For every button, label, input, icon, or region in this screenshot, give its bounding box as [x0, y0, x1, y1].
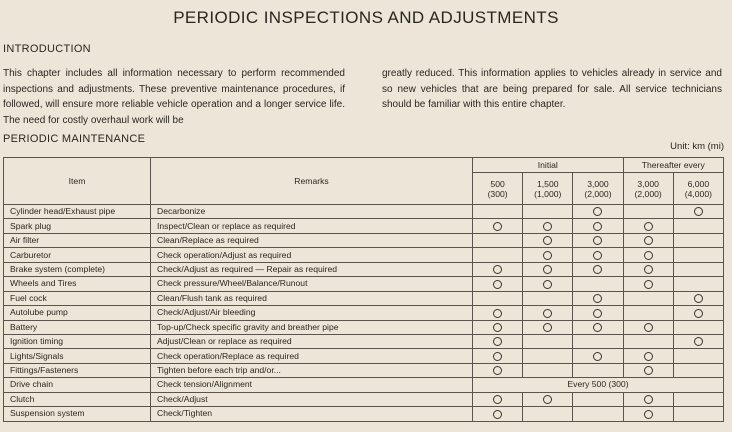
circle-mark-icon: [644, 410, 653, 419]
interval-cell: [523, 334, 573, 348]
item-cell: Lights/Signals: [4, 349, 151, 363]
circle-mark-icon: [593, 294, 602, 303]
circle-mark-icon: [644, 265, 653, 274]
interval-cell: [673, 320, 723, 334]
item-cell: Air filter: [4, 233, 151, 247]
remarks-cell: Check pressure/Wheel/Balance/Runout: [151, 277, 473, 291]
table-row: [4, 363, 724, 377]
interval-cell: [473, 233, 523, 247]
interval-cell: [523, 262, 573, 276]
circle-mark-icon: [493, 395, 502, 404]
table-row: [4, 378, 724, 392]
interval-cell: [473, 262, 523, 276]
remarks-column-header: Remarks: [151, 158, 473, 205]
interval-cell: [573, 363, 623, 377]
table-row: [4, 205, 724, 219]
circle-mark-icon: [644, 236, 653, 245]
circle-mark-icon: [593, 207, 602, 216]
item-cell: Clutch: [4, 392, 151, 406]
interval-cell: [523, 233, 573, 247]
circle-mark-icon: [593, 265, 602, 274]
interval-cell: [673, 205, 723, 219]
interval-cell: [673, 363, 723, 377]
interval-cell: [673, 277, 723, 291]
circle-mark-icon: [493, 265, 502, 274]
circle-mark-icon: [493, 323, 502, 332]
circle-mark-icon: [543, 280, 552, 289]
item-cell: Carburetor: [4, 248, 151, 262]
remarks-cell: Check operation/Adjust as required: [151, 248, 473, 262]
interval-cell: [673, 233, 723, 247]
circle-mark-icon: [493, 309, 502, 318]
maintenance-table-body: [4, 205, 724, 422]
interval-cell: [523, 320, 573, 334]
circle-mark-icon: [694, 207, 703, 216]
circle-mark-icon: [543, 251, 552, 260]
remarks-cell: Check tension/Alignment: [151, 378, 473, 392]
item-cell: Autolube pump: [4, 306, 151, 320]
item-cell: Drive chain: [4, 378, 151, 392]
circle-mark-icon: [593, 309, 602, 318]
interval-cell: [623, 363, 673, 377]
unit-label: Unit: km (mi): [670, 141, 724, 152]
interval-cell: [623, 306, 673, 320]
remarks-cell: Top-up/Check specific gravity and breather pipe: [151, 320, 473, 334]
circle-mark-icon: [593, 323, 602, 332]
interval-cell: [623, 291, 673, 305]
table-row: [4, 233, 724, 247]
table-row: [4, 248, 724, 262]
interval-cell: [523, 248, 573, 262]
table-row: [4, 219, 724, 233]
interval-cell: [623, 219, 673, 233]
interval-cell: [673, 407, 723, 421]
item-cell: Brake system (complete): [4, 262, 151, 276]
remarks-cell: Check/Adjust as required — Repair as required: [151, 262, 473, 276]
interval-cell: [573, 320, 623, 334]
interval-cell: [473, 363, 523, 377]
interval-cell: [573, 349, 623, 363]
interval-cell: [623, 205, 673, 219]
circle-mark-icon: [644, 366, 653, 375]
remarks-cell: Check/Adjust/Air bleeding: [151, 306, 473, 320]
interval-cell: [673, 248, 723, 262]
circle-mark-icon: [644, 395, 653, 404]
introduction-text-right: greatly reduced. This information applies to vehicles already in service and so new vehicles that are being prepared for sale. All service technicians should be familiar with this entire chapter.: [382, 68, 722, 111]
item-cell: Suspension system: [4, 407, 151, 421]
interval-cell: [573, 277, 623, 291]
interval-km: 500: [490, 178, 505, 189]
table-row: [4, 349, 724, 363]
circle-mark-icon: [493, 337, 502, 346]
interval-cell: [473, 291, 523, 305]
interval-cell: [573, 306, 623, 320]
circle-mark-icon: [644, 352, 653, 361]
interval-cell: [573, 248, 623, 262]
interval-cell: [473, 277, 523, 291]
interval-cell: [623, 233, 673, 247]
circle-mark-icon: [543, 395, 552, 404]
interval-cell: [573, 262, 623, 276]
table-row: [4, 407, 724, 421]
interval-km: 3,000: [637, 178, 659, 189]
interval-cell: [573, 334, 623, 348]
interval-cell: [523, 392, 573, 406]
interval-cell: [523, 363, 573, 377]
circle-mark-icon: [543, 222, 552, 231]
circle-mark-icon: [543, 323, 552, 332]
interval-cell: [573, 392, 623, 406]
interval-cell: [573, 407, 623, 421]
table-row: [4, 291, 724, 305]
item-column-header: Item: [4, 158, 151, 205]
interval-header: [623, 173, 673, 205]
interval-mi: (2,000): [584, 188, 612, 199]
interval-cell: [573, 291, 623, 305]
circle-mark-icon: [694, 309, 703, 318]
item-cell: Spark plug: [4, 219, 151, 233]
circle-mark-icon: [543, 309, 552, 318]
remarks-cell: Check/Tighten: [151, 407, 473, 421]
interval-cell: [673, 262, 723, 276]
every-interval-cell: Every 500 (300): [473, 378, 724, 392]
interval-km: 6,000: [687, 178, 710, 189]
interval-km: 1,500: [537, 178, 559, 189]
circle-mark-icon: [493, 352, 502, 361]
circle-mark-icon: [493, 366, 502, 375]
interval-cell: [473, 320, 523, 334]
interval-cell: [523, 291, 573, 305]
table-row: [4, 262, 724, 276]
circle-mark-icon: [543, 265, 552, 274]
remarks-cell: Clean/Flush tank as required: [151, 291, 473, 305]
interval-cell: [673, 349, 723, 363]
remarks-cell: Inspect/Clean or replace as required: [151, 219, 473, 233]
interval-cell: [623, 334, 673, 348]
introduction-text-left: This chapter includes all information necessary to perform recommended inspections and adjustments. These preventive maintenance procedures, if followed, will ensure more reliable vehicle operation and a longer service life. The need for costly overhaul work will be: [3, 68, 345, 126]
circle-mark-icon: [694, 294, 703, 303]
interval-mi: (1,000): [534, 188, 562, 199]
item-cell: Fittings/Fasteners: [4, 363, 151, 377]
interval-header: [573, 173, 623, 205]
interval-cell: [623, 392, 673, 406]
interval-cell: [673, 291, 723, 305]
item-cell: Battery: [4, 320, 151, 334]
interval-cell: [473, 205, 523, 219]
interval-cell: [523, 219, 573, 233]
maintenance-table-header: [4, 158, 724, 205]
circle-mark-icon: [644, 251, 653, 260]
remarks-cell: Adjust/Clean or replace as required: [151, 334, 473, 348]
remarks-cell: Decarbonize: [151, 205, 473, 219]
interval-header: [473, 173, 523, 205]
interval-cell: [473, 392, 523, 406]
periodic-maintenance-heading: PERIODIC MAINTENANCE: [3, 133, 146, 145]
circle-mark-icon: [644, 222, 653, 231]
maintenance-table: [3, 157, 724, 422]
interval-cell: [623, 277, 673, 291]
circle-mark-icon: [543, 236, 552, 245]
remarks-cell: Tighten before each trip and/or...: [151, 363, 473, 377]
circle-mark-icon: [593, 222, 602, 231]
remarks-cell: Clean/Replace as required: [151, 233, 473, 247]
item-cell: Cylinder head/Exhaust pipe: [4, 205, 151, 219]
interval-cell: [523, 349, 573, 363]
item-cell: Fuel cock: [4, 291, 151, 305]
interval-cell: [523, 277, 573, 291]
circle-mark-icon: [493, 222, 502, 231]
interval-cell: [673, 392, 723, 406]
introduction-heading: INTRODUCTION: [3, 43, 91, 55]
interval-cell: [523, 306, 573, 320]
interval-cell: [473, 349, 523, 363]
interval-cell: [473, 219, 523, 233]
interval-cell: [473, 334, 523, 348]
table-row: [4, 334, 724, 348]
circle-mark-icon: [493, 410, 502, 419]
interval-cell: [623, 320, 673, 334]
interval-cell: [673, 334, 723, 348]
interval-cell: [473, 407, 523, 421]
table-row: [4, 277, 724, 291]
item-cell: Wheels and Tires: [4, 277, 151, 291]
interval-cell: [623, 349, 673, 363]
thereafter-group-header: Thereafter every: [623, 158, 723, 173]
interval-cell: [623, 262, 673, 276]
initial-group-header: Initial: [473, 158, 624, 173]
interval-mi: (2,000): [634, 188, 662, 199]
interval-cell: [523, 407, 573, 421]
table-row: [4, 306, 724, 320]
interval-km: 3,000: [587, 178, 609, 189]
circle-mark-icon: [694, 337, 703, 346]
circle-mark-icon: [593, 236, 602, 245]
interval-cell: [573, 205, 623, 219]
interval-cell: [623, 407, 673, 421]
interval-cell: [673, 306, 723, 320]
interval-cell: [573, 219, 623, 233]
interval-cell: [623, 248, 673, 262]
interval-cell: [523, 205, 573, 219]
item-cell: Ignition timing: [4, 334, 151, 348]
table-row: [4, 320, 724, 334]
remarks-cell: Check/Adjust: [151, 392, 473, 406]
circle-mark-icon: [493, 280, 502, 289]
interval-cell: [673, 219, 723, 233]
interval-cell: [573, 233, 623, 247]
circle-mark-icon: [593, 251, 602, 260]
table-row: [4, 392, 724, 406]
remarks-cell: Check operation/Replace as required: [151, 349, 473, 363]
circle-mark-icon: [644, 323, 653, 332]
interval-mi: (4,000): [684, 188, 712, 199]
interval-mi: (300): [487, 188, 508, 199]
interval-cell: [473, 306, 523, 320]
circle-mark-icon: [644, 280, 653, 289]
interval-header: [673, 173, 723, 205]
circle-mark-icon: [593, 352, 602, 361]
page-title: PERIODIC INSPECTIONS AND ADJUSTMENTS: [173, 8, 559, 27]
interval-cell: [473, 248, 523, 262]
interval-header: [523, 173, 573, 205]
